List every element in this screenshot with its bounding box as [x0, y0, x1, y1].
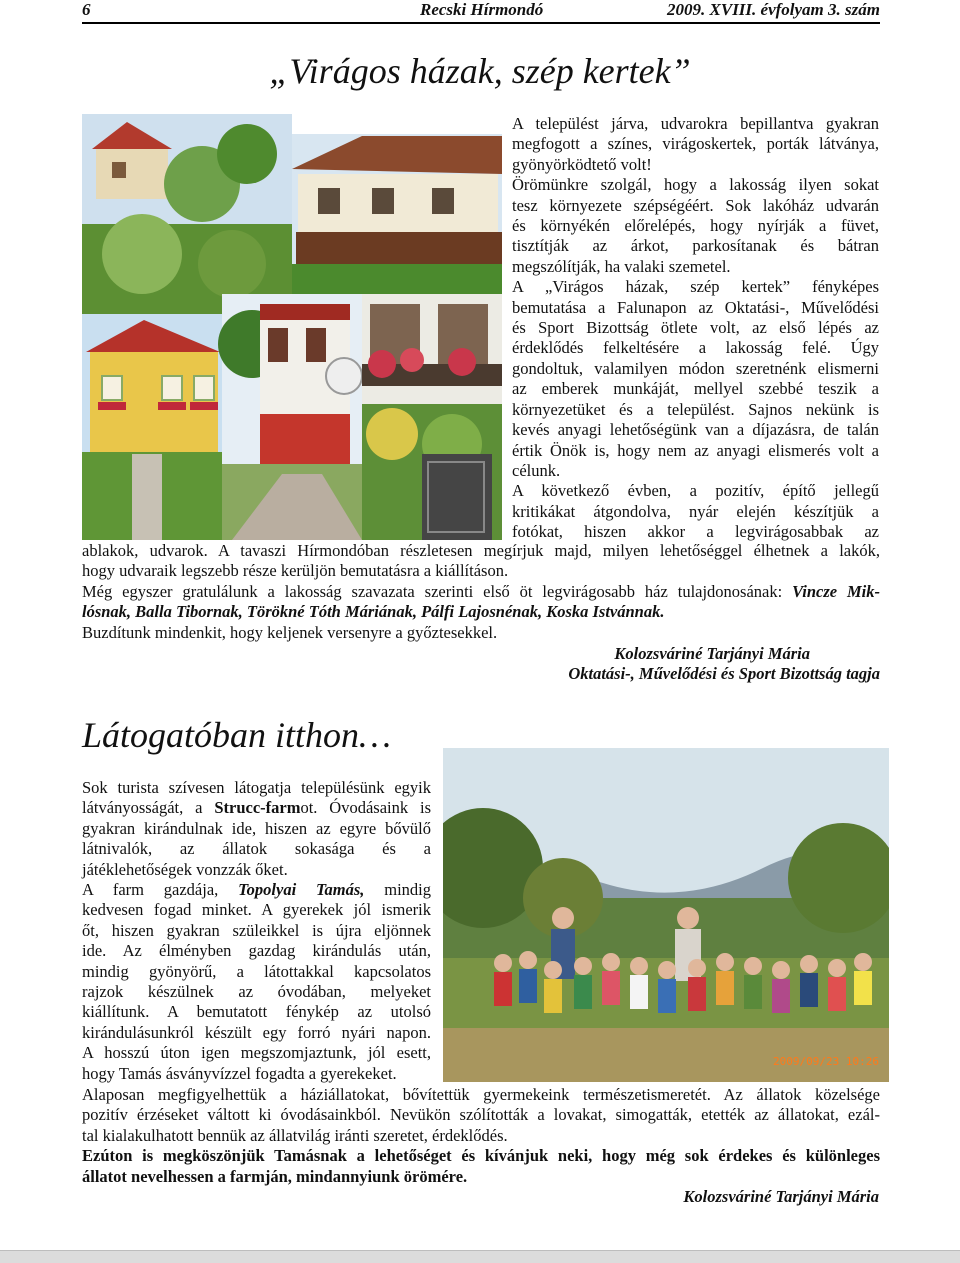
text-line: A következő évben, a pozitív, építő jellegű	[512, 481, 879, 501]
text-line: kevés anyagi lehetőségünk van a díjazásra, de talán	[512, 420, 879, 440]
photo-timestamp: 2009/09/23 10:26	[773, 1055, 879, 1068]
kindergarten-group-photo	[443, 748, 889, 1082]
article-title-viragos: „Virágos házak, szép kertek”	[269, 51, 691, 91]
text-line: Örömünkre szolgál, hogy a lakosság ilyen sokat	[512, 175, 879, 195]
article-title-latogatoban: Látogatóban itthon…	[82, 715, 392, 755]
farm-owner-name: Topolyai Tamás,	[238, 880, 365, 900]
text-line: ablakok, udvarok. A tavaszi Hírmondóban részletesen megírjuk majd, milyen lehetőséggel élhetnek a lakók,	[82, 541, 880, 560]
text-line: rajzok készülnek az óvodában, melyeket	[82, 982, 431, 1002]
text-line: Sok turista szívesen látogatja településünk egyik	[82, 778, 431, 797]
congrats-intro: Még egyszer gratulálunk a lakosság szavazata szerinti első öt legvirágosabb ház tulajdonosának:	[82, 581, 793, 601]
page-bottom-bar	[0, 1250, 960, 1263]
text-line: környezetüket és a települést. Sajnos nekünk is	[512, 399, 879, 419]
congrats-line	[82, 582, 880, 602]
article1-signature-role: Oktatási-, Művelődési és Sport Bizottság tagja	[568, 664, 880, 683]
text-line	[82, 880, 431, 900]
text-span: ot. Óvodásaink is	[300, 798, 431, 818]
text-line: célunk.	[512, 460, 561, 480]
page-number: 6	[82, 0, 91, 19]
text-line: gondoltuk, valamilyen módon szeretnénk elismerni	[512, 358, 879, 378]
winners-rest: lósnak, Balla Tibornak, Törökné Tóth Máriának, Pálfi Lajosnénak, Koska Istvánnak.	[82, 602, 665, 622]
text-line: A települést járva, udvarokra bepillantva gyakran	[512, 114, 879, 133]
text-line: A „Virágos házak, szép kertek” fényképes	[512, 277, 879, 297]
text-span: mindig	[364, 880, 431, 900]
garden-photo-collage	[82, 114, 502, 540]
article2-signature-name: Kolozsváriné Tarjányi Mária	[683, 1187, 879, 1206]
text-line: hogy Tamás ásványvízzel fogadta a gyerekeket.	[82, 1063, 397, 1083]
text-line: Buzdítunk mindenkit, hogy keljenek versenyre a győztesekkel.	[82, 622, 498, 642]
text-line: tisztítják az árkot, parkosítanak és bátran	[512, 236, 879, 256]
article1-column	[512, 114, 879, 543]
thanks-line: állatot nevelhessen a farmján, mindannyiunk örömére.	[82, 1166, 468, 1186]
text-line: kirándulásunkról készült egy forró nyári napon.	[82, 1022, 431, 1042]
page-header	[82, 0, 880, 24]
text-line: és Sport Bizottság ötlete volt, az első lépés az	[512, 318, 879, 338]
text-line: ide. Az élményben gazdag kirándulás után,	[82, 941, 431, 961]
text-line: gyönyörködtető volt!	[512, 154, 652, 174]
text-line: tesz környezete szépségéért. Sok lakóház udvarán	[512, 195, 879, 215]
text-line: hogy udvaraik legszebb része kerüljön bemutatásra a kiállításon.	[82, 561, 509, 581]
text-line: játéklehetőségek vonzzák őket.	[82, 859, 288, 879]
text-line: bemutatása a Falunapon az Oktatási-, Művelődési	[512, 297, 879, 317]
strucc-farm-bold: Strucc-farm	[214, 798, 301, 818]
text-span: A farm gazdája,	[82, 880, 239, 900]
article2-column	[82, 778, 431, 1084]
text-line: mindig gyönyörű, a látottakkal kapcsolatos	[82, 961, 431, 981]
winners-line	[82, 602, 880, 622]
text-line: gyakran kirándulnak ide, hiszen az egyre bővülő	[82, 818, 431, 838]
article2-fullwidth	[82, 1085, 880, 1187]
text-line: pozitív érzéseket váltott ki óvodásainkból. Nevükön szólították a lovakat, simogatták, etették az állatokat, ezál-	[82, 1105, 880, 1125]
article1-signature-name: Kolozsváriné Tarjányi Mária	[614, 644, 810, 663]
text-line: érdeklődés felkeltésére a lakosság felé. Úgy	[512, 338, 879, 358]
publication-name: Recski Hírmondó	[420, 0, 544, 19]
text-line: fotókat, hiszen akkor a legvirágosabbak az	[512, 522, 879, 542]
winners-start: Vincze Mik-	[792, 581, 880, 601]
text-line: kiállítunk. A bemutatott fénykép az utolsó	[82, 1002, 431, 1022]
text-line: és környékén előrelépés, hogy nyírják a füvet,	[512, 216, 879, 236]
text-line: kritikákat átgondolva, nyár elején készítjük a	[512, 501, 879, 521]
text-line: kedvesen fogad minket. A gyerekek jól ismerik	[82, 900, 431, 920]
text-line: A hosszú úton igen megszomjaztunk, jól esett,	[82, 1043, 431, 1063]
text-line: őt, hiszen gyakran szüleikkel is újra eljönnek	[82, 920, 431, 940]
text-span: látványosságát, a	[82, 798, 215, 818]
text-line: tal kialakulhatott bennük az állatvilág iránti szeretet, érdeklődés.	[82, 1125, 508, 1145]
thanks-line: Ezúton is megköszönjük Tamásnak a lehetőséget és kívánjuk neki, hogy még sok érdekes és különleges	[82, 1146, 880, 1166]
text-line: megfogott a színes, virágoskertek, porták látványa,	[512, 134, 879, 154]
text-line: az emberek munkáját, mellyel szebbé teszik a	[512, 379, 879, 399]
text-line: értik Önök is, hogy nem az anyagi elismerés volt a	[512, 440, 879, 460]
text-line: Alaposan megfigyelhettük a háziállatokat, bővítettük gyermekeink természetismeretét. Az állatok közelsége	[82, 1085, 880, 1104]
text-line	[82, 798, 431, 818]
issue-info: 2009. XVIII. évfolyam 3. szám	[667, 0, 880, 19]
text-line: látnivalók, az állatok sokasága és a	[82, 839, 431, 859]
text-line: megszólítják, ha valaki szemetel.	[512, 256, 731, 276]
article1-fullwidth	[82, 541, 880, 643]
